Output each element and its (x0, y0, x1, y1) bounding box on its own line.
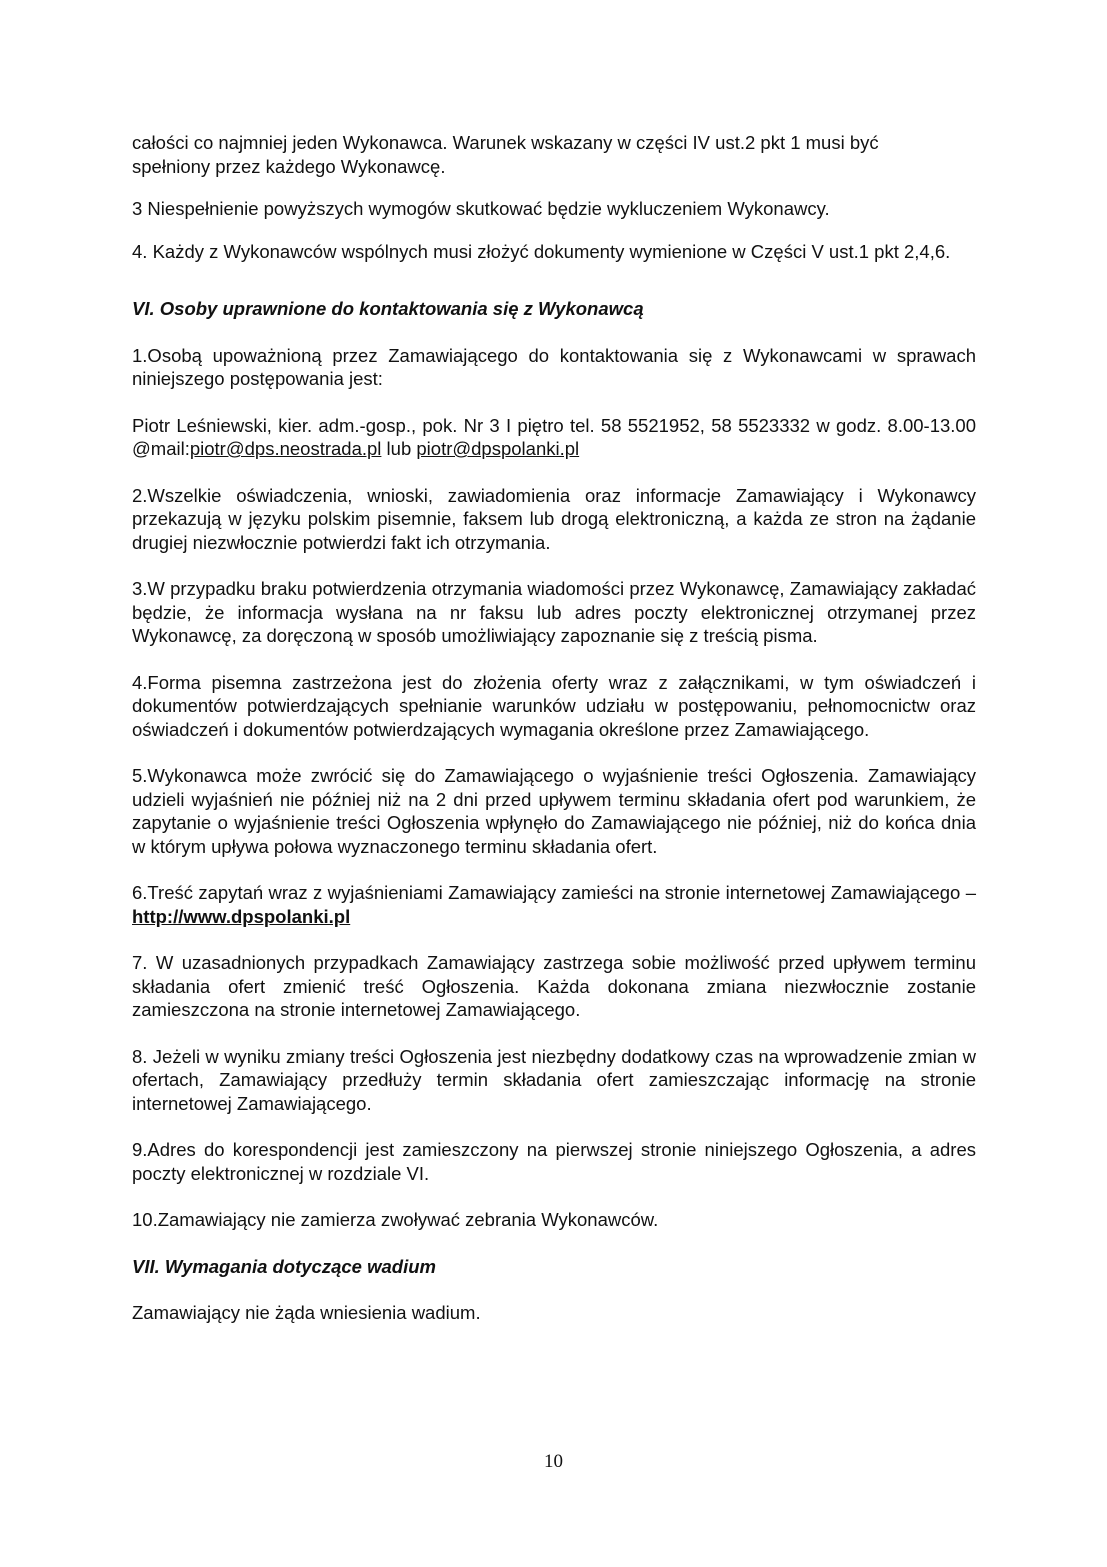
paragraph-continuation-line-2: spełniony przez każdego Wykonawcę. (132, 155, 446, 177)
contact-text: Piotr Leśniewski, kier. adm.-gosp., pok. Nr 3 I piętro tel. 58 5521952, 58 5523332 w godz. 8.00-13.00 @mail: (132, 414, 976, 459)
contact-or: lub (381, 438, 417, 459)
paragraph-continuation (132, 131, 976, 178)
email-link-dpspolanki[interactable]: piotr@dpspolanki.pl (416, 438, 580, 459)
website-link[interactable]: http://www.dpspolanki.pl (132, 905, 351, 927)
section-vi-paragraph-2: 2.Wszelkie oświadczenia, wnioski, zawiadomienia oraz informacje Zamawiający i Wykonawcy przekazują w języku polskim pisemnie, faksem lub drogą elektroniczną, a każda ze stron na żądanie drugiej niezwłocznie potwierdzi fakt ich otrzymania. (132, 484, 976, 553)
section-vi-paragraph-3: 3.W przypadku braku potwierdzenia otrzymania wiadomości przez Wykonawcę, Zamawiający zakładać będzie, że informacja wysłana na nr faksu lub adres poczty elektronicznej otrzymanej przez Wykonawcę, za doręczoną w sposób umożliwiający zapoznanie się z treścią pisma. (132, 578, 976, 646)
section-vi-paragraph-9: 9.Adres do korespondencji jest zamieszczony na pierwszej stronie niniejszego Ogłoszenia, a adres poczty elektronicznej w rozdziale VI. (132, 1139, 976, 1184)
section-vi-paragraph-7: 7. W uzasadnionych przypadkach Zamawiający zastrzega sobie możliwość przed upływem terminu składania ofert zmienić treść Ogłoszenia. Każda dokonana zmiana niezwłocznie zostanie zamieszczona na stronie internetowej Zamawiającego. (132, 952, 976, 1020)
page-number: 10 (544, 1451, 563, 1472)
section-vii-paragraph-1: Zamawiający nie żąda wniesienia wadium. (132, 1302, 481, 1323)
section-vi-paragraph-8: 8. Jeżeli w wyniku zmiany treści Ogłoszenia jest niezbędny dodatkowy czas na wprowadzenie zmian w ofertach, Zamawiający przedłuży termin składania ofert zamieszczając informację na stronie internetowej Zamawiającego. (132, 1045, 976, 1114)
section-vi-paragraph-5: 5.Wykonawca może zwrócić się do Zamawiającego o wyjaśnienie treści Ogłoszenia. Zamawiający udzieli wyjaśnień nie później niż na 2 dni przed upływem terminu składania ofert pod warunkiem, że zapytanie o wyjaśnienie treści Ogłoszenia wpłynęło do Zamawiającego nie później, niż do końca dnia w którym upływa połowa wyznaczonego terminu składania ofert. (132, 765, 976, 857)
section-vi-paragraph-1: 1.Osobą upoważnioną przez Zamawiającego do kontaktowania się z Wykonawcami w sprawach niniejszego postępowania jest: (132, 344, 976, 389)
section-vi-paragraph-6 (132, 881, 976, 928)
paragraph-continuation-line-1: całości co najmniej jeden Wykonawca. Warunek wskazany w części IV ust.2 pkt 1 musi być (132, 132, 879, 153)
email-link-neostrada[interactable]: piotr@dps.neostrada.pl (189, 438, 382, 459)
paragraph-6-text: 6.Treść zapytań wraz z wyjaśnieniami Zamawiający zamieści na stronie internetowej Zamawiającego – (132, 882, 976, 903)
paragraph-3: 3 Niespełnienie powyższych wymogów skutkować będzie wykluczeniem Wykonawcy. (132, 198, 830, 219)
section-vi-paragraph-4: 4.Forma pisemna zastrzeżona jest do złożenia oferty wraz z załącznikami, w tym oświadczeń i dokumentów potwierdzających spełnianie warunków udziału w postępowaniu, pełnomocnictw oraz oświadczeń i dokumentów potwierdzających wymagania określone przez Zamawiającego. (132, 671, 976, 740)
section-vi-paragraph-10: 10.Zamawiający nie zamierza zwoływać zebrania Wykonawców. (132, 1209, 659, 1230)
document-page (132, 131, 976, 1325)
section-vi-heading: VI. Osoby uprawnione do kontaktowania się z Wykonawcą (132, 298, 644, 319)
paragraph-4: 4. Każdy z Wykonawców wspólnych musi złożyć dokumenty wymienione w Części V ust.1 pkt 2,4,6. (132, 240, 951, 262)
contact-paragraph (132, 414, 976, 461)
section-vii-heading: VII. Wymagania dotyczące wadium (132, 1255, 436, 1277)
